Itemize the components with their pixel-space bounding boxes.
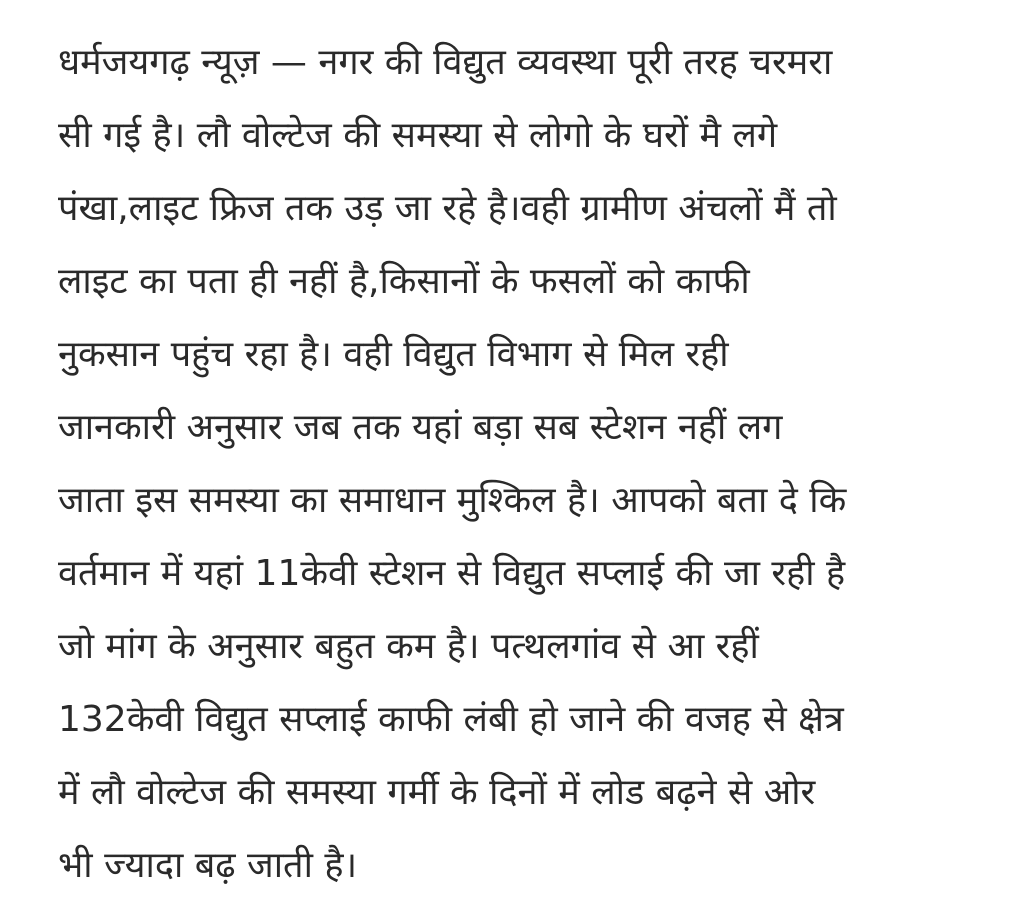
article-line-8: वर्तमान में यहां 11केवी स्टेशन से विद्युत सप्लाई की जा रही है (58, 553, 846, 594)
article-paragraph (58, 26, 988, 902)
article-line-5: नुकसान पहुंच रहा है। वही विद्युत विभाग से मिल रही (58, 334, 729, 375)
article-line-2: सी गई है। लौ वोल्टेज की समस्या से लोगो के घरों मै लगे (58, 115, 778, 156)
article-line-1: धर्मजयगढ़ न्यूज़ — नगर की विद्युत व्यवस्था पूरी तरह चरमरा (58, 42, 833, 83)
article-line-3: पंखा,लाइट फ्रिज तक उड़ जा रहे है।वही ग्रामीण अंचलों मैं तो (58, 188, 837, 229)
article-line-6: जानकारी अनुसार जब तक यहां बड़ा सब स्टेशन नहीं लग (58, 407, 783, 448)
article-line-4: लाइट का पता ही नहीं है,किसानों के फसलों को काफी (58, 261, 750, 302)
article-line-7: जाता इस समस्या का समाधान मुश्किल है। आपको बता दे कि (58, 480, 847, 521)
article-line-10: 132केवी विद्युत सप्लाई काफी लंबी हो जाने की वजह से क्षेत्र (58, 699, 844, 740)
article-line-9: जो मांग के अनुसार बहुत कम है। पत्थलगांव से आ रहीं (58, 626, 759, 667)
article-line-12: भी ज्यादा बढ़ जाती है। (58, 845, 358, 886)
article-line-11: में लौ वोल्टेज की समस्या गर्मी के दिनों में लोड बढ़ने से ओर (58, 772, 816, 813)
